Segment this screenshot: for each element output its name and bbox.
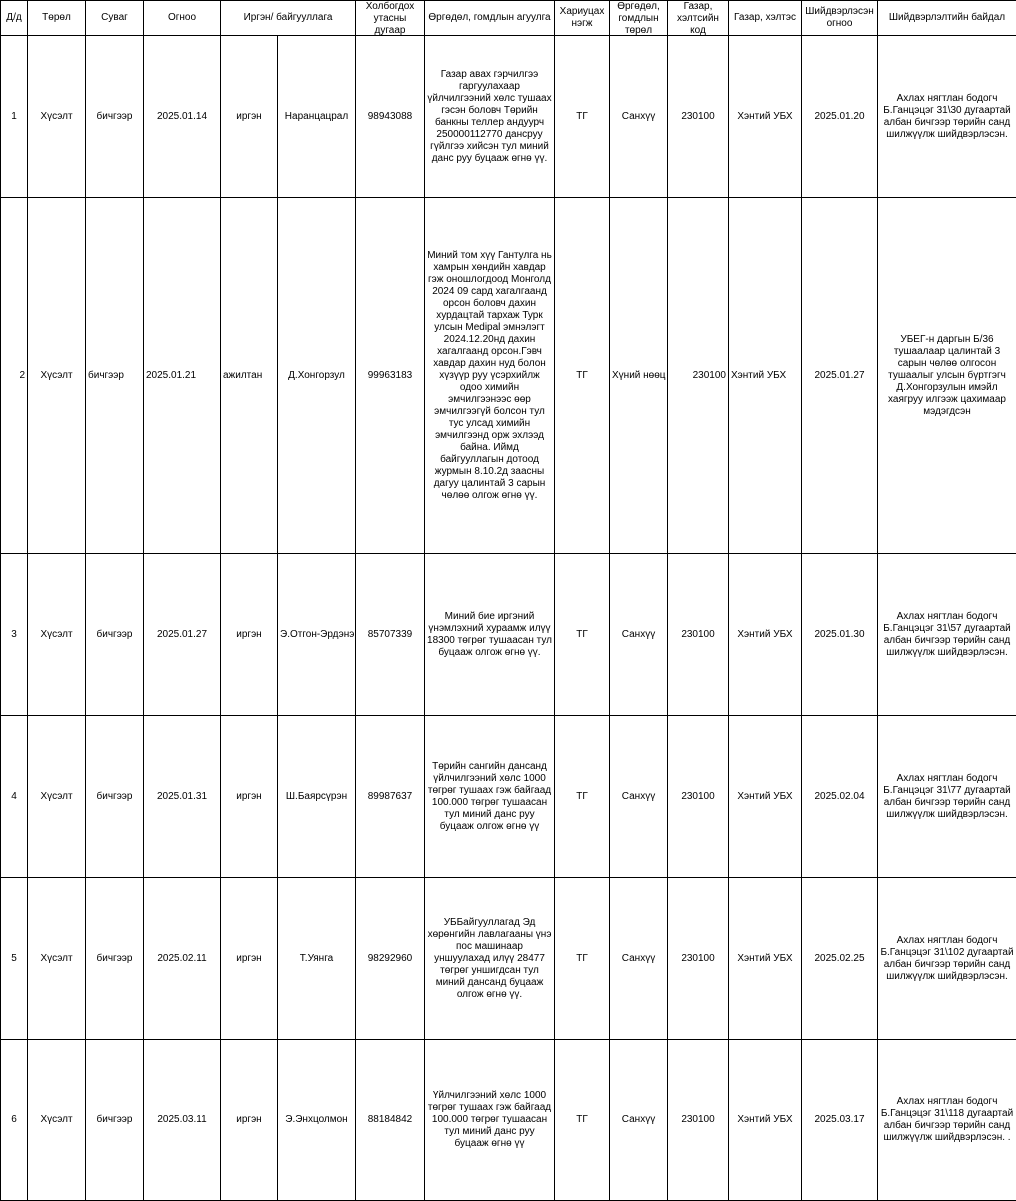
cell-type[interactable]: Хүсэлт xyxy=(28,878,86,1040)
cell-channel[interactable]: бичгээр xyxy=(86,36,144,198)
cell-person-type[interactable]: иргэн xyxy=(221,36,278,198)
cell-category[interactable]: Санхүү xyxy=(610,878,668,1040)
header-resolved-date[interactable]: Шийдвэрлэсэн огноо xyxy=(802,1,878,36)
cell-date[interactable]: 2025.01.31 xyxy=(144,716,221,878)
cell-unit[interactable]: ТГ xyxy=(555,554,610,716)
cell-no[interactable]: 4 xyxy=(1,716,28,878)
cell-office[interactable]: Хэнтий УБХ xyxy=(729,716,802,878)
cell-office[interactable]: Хэнтий УБХ xyxy=(729,878,802,1040)
cell-phone[interactable]: 89987637 xyxy=(356,716,425,878)
header-resolution[interactable]: Шийдвэрлэлтийн байдал xyxy=(878,1,1016,36)
cell-office[interactable]: Хэнтий УБХ xyxy=(729,1040,802,1201)
cell-phone[interactable]: 98292960 xyxy=(356,878,425,1040)
cell-unit[interactable]: ТГ xyxy=(555,198,610,554)
cell-person-name[interactable]: Э.Энхцолмон xyxy=(278,1040,356,1201)
cell-date[interactable]: 2025.01.27 xyxy=(144,554,221,716)
cell-no[interactable]: 3 xyxy=(1,554,28,716)
cell-no[interactable]: 2 xyxy=(1,198,28,554)
cell-code[interactable]: 230100 xyxy=(668,878,729,1040)
cell-resolved-date[interactable]: 2025.01.27 xyxy=(802,198,878,554)
cell-resolution[interactable]: Ахлах нягтлан бодогч Б.Ганцэцэг 31\30 дугаартай албан бичгээр төрийн санд шилжүүлж шийдвэрлэсэн. xyxy=(878,36,1016,198)
header-no[interactable]: Д/д xyxy=(1,1,28,36)
cell-content[interactable]: УББайгууллагад Эд хөрөнгийн лавлагааны үнэ пос машинаар уншуулахад илүү 28477 төгрөг уншигдсан тул миний дансанд буцааж олгож өгнө үү. xyxy=(425,878,555,1040)
cell-category[interactable]: Хүний нөөц xyxy=(610,198,668,554)
cell-phone[interactable]: 99963183 xyxy=(356,198,425,554)
cell-content[interactable]: Газар авах гэрчилгээ гаргуулахаар үйлчилгээний хөлс тушаах гэсэн боловч Төрийн банкны теллер андуурч 250000112770 дансруу гүйлгээ хийсэн тул миний данс руу буцааж өгнө үү. xyxy=(425,36,555,198)
cell-code[interactable]: 230100 xyxy=(668,716,729,878)
cell-content[interactable]: Төрийн сангийн дансанд үйлчилгээний хөлс 1000 төгрөг тушаах гэж байгаад 100.000 төгрөг тушаасан тул миний данс руу буцааж олгож өгнө үү xyxy=(425,716,555,878)
table-row xyxy=(1,878,1016,1040)
cell-type[interactable]: Хүсэлт xyxy=(28,36,86,198)
header-content[interactable]: Өргөдөл, гомдлын агуулга xyxy=(425,1,555,36)
cell-resolved-date[interactable]: 2025.01.20 xyxy=(802,36,878,198)
header-unit[interactable]: Хариуцах нэгж xyxy=(555,1,610,36)
cell-person-name[interactable]: Д.Хонгорзул xyxy=(278,198,356,554)
header-category[interactable]: Өргөдөл, гомдлын төрөл xyxy=(610,1,668,36)
table-row xyxy=(1,36,1016,198)
cell-date[interactable]: 2025.02.11 xyxy=(144,878,221,1040)
cell-category[interactable]: Санхүү xyxy=(610,716,668,878)
cell-category[interactable]: Санхүү xyxy=(610,554,668,716)
cell-unit[interactable]: ТГ xyxy=(555,716,610,878)
header-type[interactable]: Төрөл xyxy=(28,1,86,36)
cell-resolution[interactable]: Ахлах нягтлан бодогч Б.Ганцэцэг 31\118 дугаартай албан бичгээр төрийн санд шилжүүлж шийдвэрлэсэн. . xyxy=(878,1040,1016,1201)
header-office[interactable]: Газар, хэлтэс xyxy=(729,1,802,36)
cell-category[interactable]: Санхүү xyxy=(610,1040,668,1201)
cell-person-name[interactable]: Ш.Баярсүрэн xyxy=(278,716,356,878)
cell-person-type[interactable]: иргэн xyxy=(221,878,278,1040)
cell-category[interactable]: Санхүү xyxy=(610,36,668,198)
cell-unit[interactable]: ТГ xyxy=(555,878,610,1040)
header-person[interactable]: Иргэн/ байгууллага xyxy=(221,1,356,36)
cell-date[interactable]: 2025.01.14 xyxy=(144,36,221,198)
cell-no[interactable]: 6 xyxy=(1,1040,28,1201)
table-row xyxy=(1,554,1016,716)
cell-channel[interactable]: бичгээр xyxy=(86,554,144,716)
cell-person-type[interactable]: иргэн xyxy=(221,1040,278,1201)
table-row xyxy=(1,1040,1016,1201)
cell-office[interactable]: Хэнтий УБХ xyxy=(729,554,802,716)
header-row xyxy=(1,1,1016,36)
cell-resolved-date[interactable]: 2025.02.25 xyxy=(802,878,878,1040)
cell-code[interactable]: 230100 xyxy=(668,198,729,554)
cell-type[interactable]: Хүсэлт xyxy=(28,1040,86,1201)
cell-date[interactable]: 2025.01.21 xyxy=(144,198,221,554)
header-code[interactable]: Газар, хэлтсийн код xyxy=(668,1,729,36)
cell-content[interactable]: Миний том хүү Гантулга нь хамрын хөндийн хавдар гэж оношлогдоод Монголд 2024 09 сард хагалгаанд орсон боловч дахин хурдацтай тархаж Турк улсын Medipal эмнэлэгт 2024.12.20нд дахин хагалгаанд орсон.Гэвч хавдар дахин нуд болон хүзүүр руу үсэрхийлж одоо химийн эмчилгээнээс өөр эмчилгээгүй болсон тул тус улсад химийн эмчилгээнд орж эхлээд байна. Иймд байгууллагын дотоод журмын 8.10.2д заасны дагуу цалинтай 3 сарын чөлөө олгож өгнө үү. xyxy=(425,198,555,554)
cell-unit[interactable]: ТГ xyxy=(555,1040,610,1201)
cell-resolution[interactable]: Ахлах нягтлан бодогч Б.Ганцэцэг 31\77 дугаартай албан бичгээр төрийн санд шилжүүлж шийдвэрлэсэн. xyxy=(878,716,1016,878)
header-date[interactable]: Огноо xyxy=(144,1,221,36)
cell-no[interactable]: 5 xyxy=(1,878,28,1040)
cell-resolution[interactable]: Ахлах нягтлан бодогч Б.Ганцэцэг 31\57 дугаартай албан бичгээр төрийн санд шилжүүлж шийдвэрлэсэн. xyxy=(878,554,1016,716)
cell-resolved-date[interactable]: 2025.03.17 xyxy=(802,1040,878,1201)
cell-office[interactable]: Хэнтий УБХ xyxy=(729,198,802,554)
cell-resolved-date[interactable]: 2025.02.04 xyxy=(802,716,878,878)
cell-date[interactable]: 2025.03.11 xyxy=(144,1040,221,1201)
cell-person-name[interactable]: Наранцацрал xyxy=(278,36,356,198)
cell-channel[interactable]: бичгээр xyxy=(86,716,144,878)
cell-type[interactable]: Хүсэлт xyxy=(28,716,86,878)
cell-channel[interactable]: бичгээр xyxy=(86,878,144,1040)
cell-code[interactable]: 230100 xyxy=(668,36,729,198)
cell-unit[interactable]: ТГ xyxy=(555,36,610,198)
cell-content[interactable]: Миний бие иргэний үнэмлэхний хураамж илүү 18300 төгрөг тушаасан тул буцааж олгож өгнө үү. xyxy=(425,554,555,716)
cell-resolution[interactable]: УБЕГ-н даргын Б/36 тушаалаар цалинтай 3 сарын чөлөө олгосон тушаалыг улсын бүртгэгч Д.Хонгорзулын имэйл хаягруу илгээж цахимаар мэдэгдсэн xyxy=(878,198,1016,554)
table-row xyxy=(1,716,1016,878)
cell-resolved-date[interactable]: 2025.01.30 xyxy=(802,554,878,716)
cell-content[interactable]: Үйлчилгээний хөлс 1000 төгрөг тушаах гэж байгаад 100.000 төгрөг тушаасан тул миний данс руу буцааж өгнө үү xyxy=(425,1040,555,1201)
cell-resolution[interactable]: Ахлах нягтлан бодогч Б.Ганцэцэг 31\102 дугаартай албан бичгээр төрийн санд шилжүүлж шийдвэрлэсэн. xyxy=(878,878,1016,1040)
header-channel[interactable]: Суваг xyxy=(86,1,144,36)
cell-person-name[interactable]: Т.Уянга xyxy=(278,878,356,1040)
cell-person-type[interactable]: ажилтан xyxy=(221,198,278,554)
cell-channel[interactable]: бичгээр xyxy=(86,1040,144,1201)
cell-person-type[interactable]: иргэн xyxy=(221,716,278,878)
cell-code[interactable]: 230100 xyxy=(668,554,729,716)
cell-phone[interactable]: 85707339 xyxy=(356,554,425,716)
cell-office[interactable]: Хэнтий УБХ xyxy=(729,36,802,198)
cell-phone[interactable]: 88184842 xyxy=(356,1040,425,1201)
cell-person-type[interactable]: иргэн xyxy=(221,554,278,716)
cell-type[interactable]: Хүсэлт xyxy=(28,554,86,716)
cell-phone[interactable]: 98943088 xyxy=(356,36,425,198)
cell-type[interactable]: Хүсэлт xyxy=(28,198,86,554)
cell-code[interactable]: 230100 xyxy=(668,1040,729,1201)
header-phone[interactable]: Холбогдох утасны дугаар xyxy=(356,1,425,36)
cell-no[interactable]: 1 xyxy=(1,36,28,198)
cell-channel[interactable]: бичгээр xyxy=(86,198,144,554)
cell-person-name[interactable]: Э.Отгон-Эрдэнэ xyxy=(278,554,356,716)
table-row xyxy=(1,198,1016,554)
